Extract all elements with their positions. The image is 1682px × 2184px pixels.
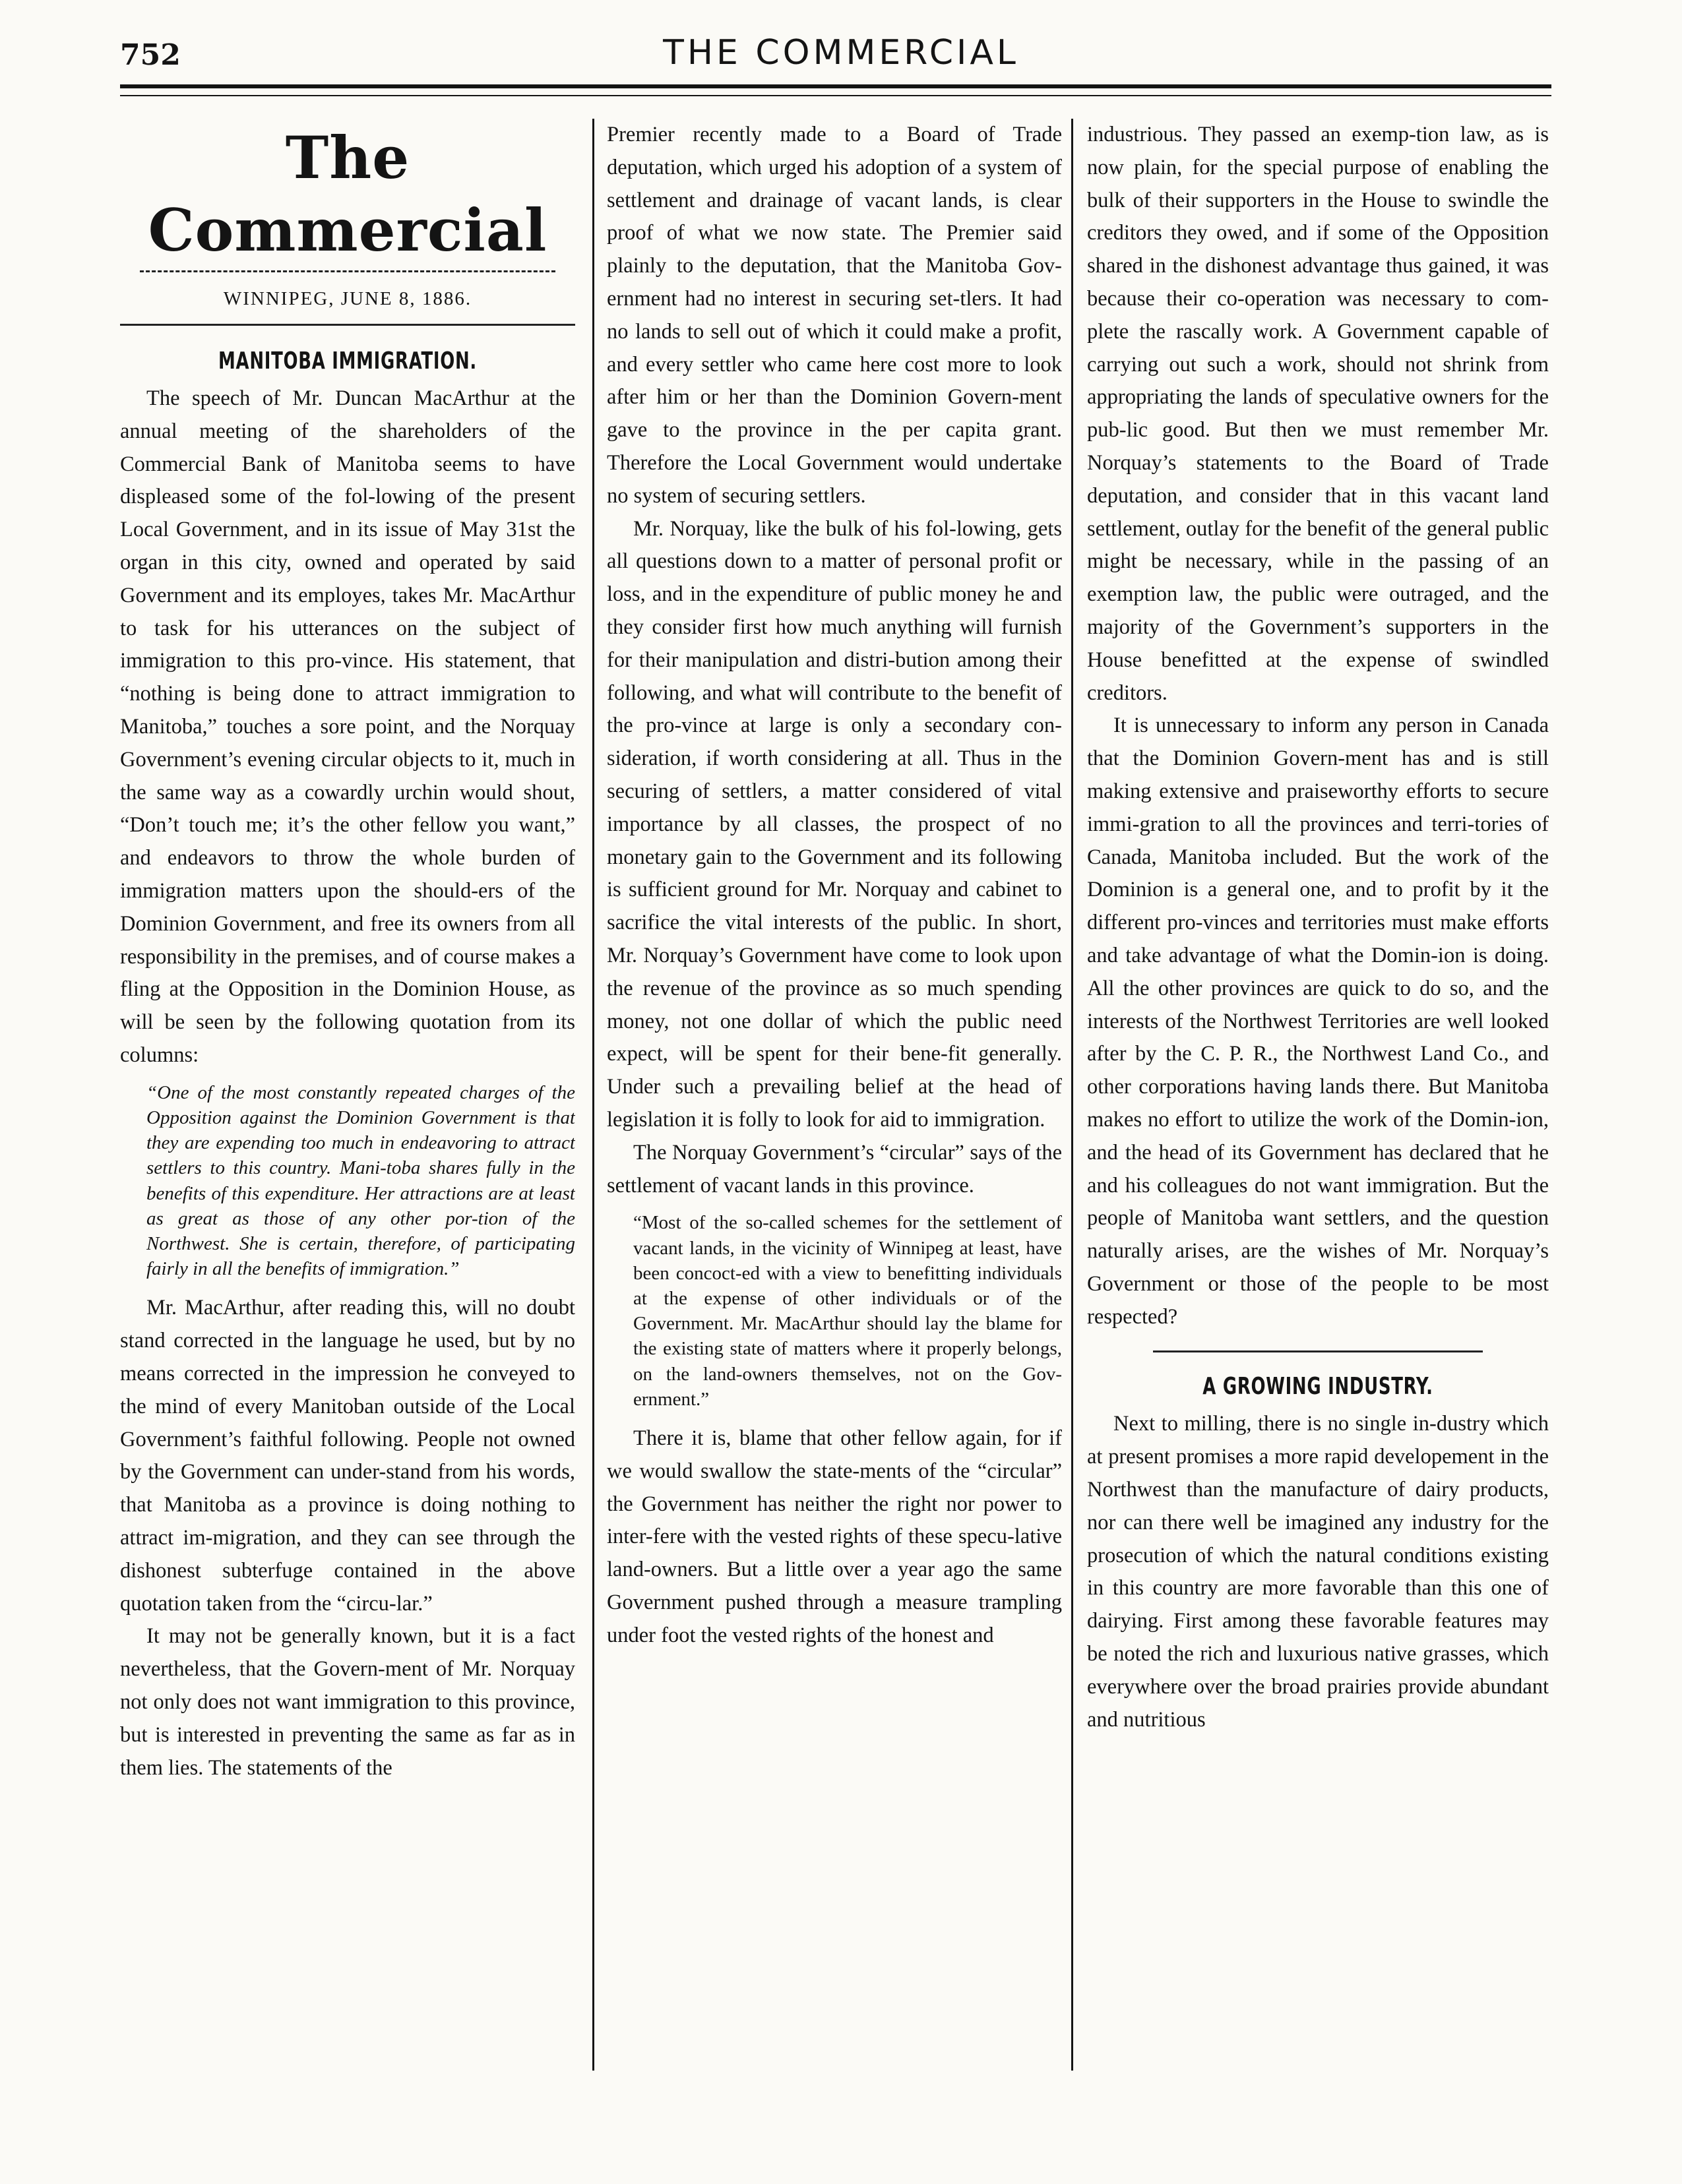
dateline-rule	[120, 324, 575, 326]
article-paragraph: The speech of Mr. Duncan MacArthur at the annual meeting of the shareholders of the Commercial Bank of Manitoba seems to have displeased some of the fol-lowing of the present Local Government, and in its issue of May 31st the organ in this city, owned and operated by said Government and its employes, takes Mr. MacArthur to task for his utterances on the subject of immigration to this pro-vince. His statement, that “nothing is being done to attract immigration to Manitoba,” touches a sore point, and the Norquay Government’s evening circular objects to it, much in the same way as a cowardly urchin would shout, “Don’t touch me; it’s the other fellow you want,” and endeavors to throw the whole burden of immigration matters upon the should-ers of the Dominion Government, and free its owners from all responsibility in the premises, and of course makes a fling at the Opposition in the Dominion House, as will be seen by the following quotation from its columns:	[120, 386, 575, 1067]
column-2	[607, 119, 1062, 2163]
article-paragraph: The Norquay Government’s “circular” says of the settlement of vacant lands in this province.	[607, 1140, 1062, 1198]
page-number: 752	[120, 38, 181, 72]
block-quote: “One of the most constantly repeated charges of the Opposition against the Dominion Government is that they are expending too much in endeavoring to attract settlers to this country. Mani-toba shares fully in the benefits of this expenditure. Her attractions are at least as great as those of any other por-tion of the Northwest. She is certain, therefore, of participating fairly in all the benefits of immigration.”	[146, 1081, 575, 1280]
article-paragraph: industrious. They passed an exemp-tion law, as is now plain, for the special purpose of enabling the bulk of their supporters in the House to swindle the creditors they owed, and if some of the Opposition shared in the dishonest advantage thus gained, it was because their co-operation was necessary to com-plete the rascally work. A Government capable of carrying out such a work, should not shrink from appropriating the lands of speculative owners for the pub-lic good. But then we must remember Mr. Norquay’s statements to the Board of Trade deputation, and consider that in this vacant land settlement, outlay for the benefit of the general public might be necessary, while in the passing of an exemption law, the public were outraged, and the majority of the Government’s supporters in the House benefitted at the expense of swindled creditors.	[1087, 123, 1549, 705]
article-paragraph: Premier recently made to a Board of Trade deputation, which urged his adoption of a system of settlement and drainage of vacant lands, is clear proof of what we now state. The Premier said plainly to the deputation, that the Manitoba Gov-ernment had no interest in securing set-tlers. It had no lands to sell out of which it could make a profit, and every settler who came here cost more to look after him or her than the Dominion Govern-ment gave to the province in the per capita grant. Therefore the Local Government would undertake no system of securing settlers.	[607, 123, 1062, 508]
header-rule-thin	[120, 95, 1551, 96]
article-paragraph: Mr. MacArthur, after reading this, will no doubt stand corrected in the language he used, but by no means corrected in the impression he conveyed to the mind of every Manitoban outside of the Local Government’s faithful following. People not owned by the Government can under-stand from his words, that Manitoba as a province is doing nothing to attract im-migration, and they can see through the dishonest subterfuge contained in the above quotation taken from the “circu-lar.”	[120, 1296, 575, 1616]
masthead-dash-rule	[140, 270, 555, 272]
article-paragraph: It may not be generally known, but it is a fact nevertheless, that the Govern-ment of Mr. Norquay not only does not want immigration to this province, but is interested in preventing the same as far as in them lies. The statements of the	[120, 1624, 575, 1780]
article-heading: A GROWING INDUSTRY.	[1202, 1373, 1433, 1401]
article-paragraph: Next to milling, there is no single in-dustry which at present promises a more rapid developement in the Northwest than the manufacture of dairy products, nor can there well be imagined any industry for the prosecution of which the natural conditions existing in this country are more favorable than this one of dairying. First among these favorable features may be noted the rich and luxurious native grasses, which everywhere over the broad prairies provide abundant and nutritious	[1087, 1412, 1549, 1732]
block-quote: “Most of the so-called schemes for the settlement of vacant lands, in the vicinity of Winnipeg at least, have been concoct-ed with a view to benefitting individuals at the expense of other individuals or of the Government. Mr. MacArthur should lay the blame for the existing state of matters where it properly belongs, on the land-owners themselves, not on the Gov-ernment.”	[633, 1212, 1062, 1410]
column-rule-2	[1071, 119, 1073, 2071]
article-paragraph: There it is, blame that other fellow again, for if we would swallow the state-ments of the “circular” the Government has neither the right nor power to inter-fere with the vested rights of these specu-lative land-owners. But a little over a year ago the same Government pushed through a measure trampling under foot the vested rights of the honest and	[607, 1426, 1062, 1647]
section-divider	[1153, 1350, 1483, 1352]
article-paragraph: Mr. Norquay, like the bulk of his fol-lowing, gets all questions down to a matter of personal profit or loss, and in the expenditure of public money he and they consider first how much anything will furnish for their manipulation and distri-bution among their following, and what will contribute to the benefit of the pro-vince at large is only a secondary con-sideration, if worth considering at all. Thus in the securing of settlers, a matter considered of vital importance by all classes, the prospect of no monetary gain to the Government and its following is sufficient ground for Mr. Norquay and cabinet to sacrifice the vital interests of the public. In short, Mr. Norquay’s Government have come to look upon the revenue of the province as so much spending money, not one dollar of which the public need expect, will be spent for their bene-fit generally. Under such a prevailing belief at the head of legislation it is folly to look for aid to immigration.	[607, 516, 1062, 1132]
article-paragraph: It is unnecessary to inform any person in Canada that the Dominion Govern-ment has and is still making extensive and praiseworthy efforts to secure immi-gration to all the provinces and terri-tories of Canada, Manitoba included. But the work of the Dominion is a general one, and to profit by it the different pro-vinces and territories must make efforts and take advantage of what the Domin-ion is doing. All the other provinces are quick to do so, and the interests of the Northwest Territories are well looked after by the C. P. R., the Northwest Land Co., and other corporations having lands there. But Manitoba makes no effort to utilize the work of the Domin-ion, and the head of its Government has declared that he and his colleagues do not want immigration. But the people of Manitoba want settlers, and the question naturally arises, are the wishes of Mr. Norquay’s Government or those of the people to be most respected?	[1087, 713, 1549, 1329]
masthead: The Commercial	[148, 123, 547, 264]
column-3	[1087, 119, 1549, 2163]
dateline: WINNIPEG, JUNE 8, 1886.	[223, 288, 472, 309]
column-rule-1	[592, 119, 594, 2071]
header-rule-thick	[120, 84, 1551, 88]
running-head: THE COMMERCIAL	[663, 33, 1019, 73]
article-heading: MANITOBA IMMIGRATION.	[218, 348, 477, 375]
column-1	[120, 119, 575, 2163]
